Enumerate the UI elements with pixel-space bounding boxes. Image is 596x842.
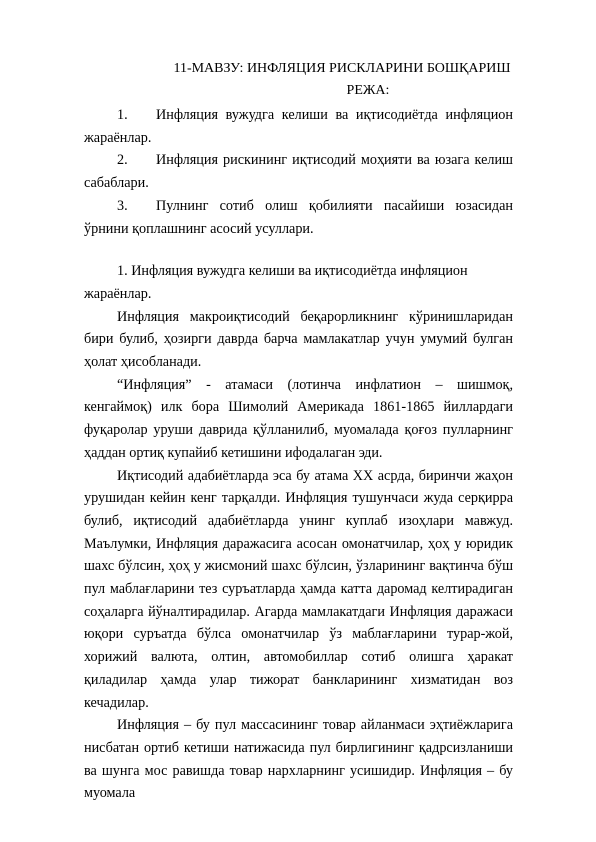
plan-item [84,104,513,149]
plan-label: РЕЖА: [346,83,390,98]
plan-item [84,149,513,194]
paragraph: Иқтисодий адабиётларда эса бу атама ХХ асрда, биринчи жаҳон урушидан кейин кенг тарқалди. Инфляция тушунчаси жуда серқирра булиб, иқтисодий адабиётларда унинг куплаб изоҳлари мавжуд. Маълумки, Инфляция даражасига асосан омонатчилар, ҳоҳ у юридик шахс бўлсин, ҳоҳ у жисмоний шахс бўлсин, ўзларининг вақтинча бўш пул маблағларини тез суръатларда ҳамда катта даромад келтирадиган соҳаларга йўналтирадилар. Агарда мамлакатдаги Инфляция даражаси юқори суръатда бўлса омонатчилар ўз маблағларини турар-жой, хорижий валюта, олтин, автомобиллар сотиб олишга ҳаракат қиладилар ҳамда улар тижорат банкларининг хизматидан воз кечадилар. [84,467,513,711]
page-title: 11-МАВЗУ: ИНФЛЯЦИЯ РИСКЛАРИНИ БОШҚАРИШ [173,61,511,76]
plan-item-number: 3. [117,197,128,214]
spacer [84,240,513,260]
paragraph: “Инфляция” - атамаси (лотинча инфлатион – шишмоқ, кенгаймоқ) илк бора Шимолий Америкада 1861-1865 йиллардаги фуқаролар уруши даврида қўлланилиб, муомалада қоғоз пулларнинг ҳаддан ортиқ купайиб кетишини ифодалаган эди. [84,376,513,461]
document-body [84,104,513,805]
paragraph: Инфляция – бу пул массасининг товар айланмаси эҳтиёжларига нисбатан ортиб кетиши натижасида пул бирлигининг қадрсизланиши ва шунга мос равишда товар нархларнинг усишидир. Инфляция – бу муомала [84,717,513,802]
plan-item-number: 2. [117,152,128,169]
plan-item [84,195,513,240]
plan-item-text: Пулнинг сотиб олиш қобилияти пасайиши юзасидан ўрнини қоплашнинг асосий усуллари. [84,197,513,237]
section-heading: 1. Инфляция вужудга келиши ва иқтисодиётда инфляцион жараёнлар. [84,263,468,302]
paragraph: Инфляция макроиқтисодий беқарорликнинг кўринишларидан бири булиб, ҳозирги даврда барча мамлакатлар учун умумий булган ҳолат ҳисобланади. [84,308,513,371]
plan-item-text: Инфляция рискининг иқтисодий моҳияти ва юзага келиш сабаблари. [84,152,513,192]
plan-item-number: 1. [117,107,128,123]
plan-item-text: Инфляция вужудга келиши ва иқтисодиётда инфляцион жараёнлар. [84,107,513,146]
